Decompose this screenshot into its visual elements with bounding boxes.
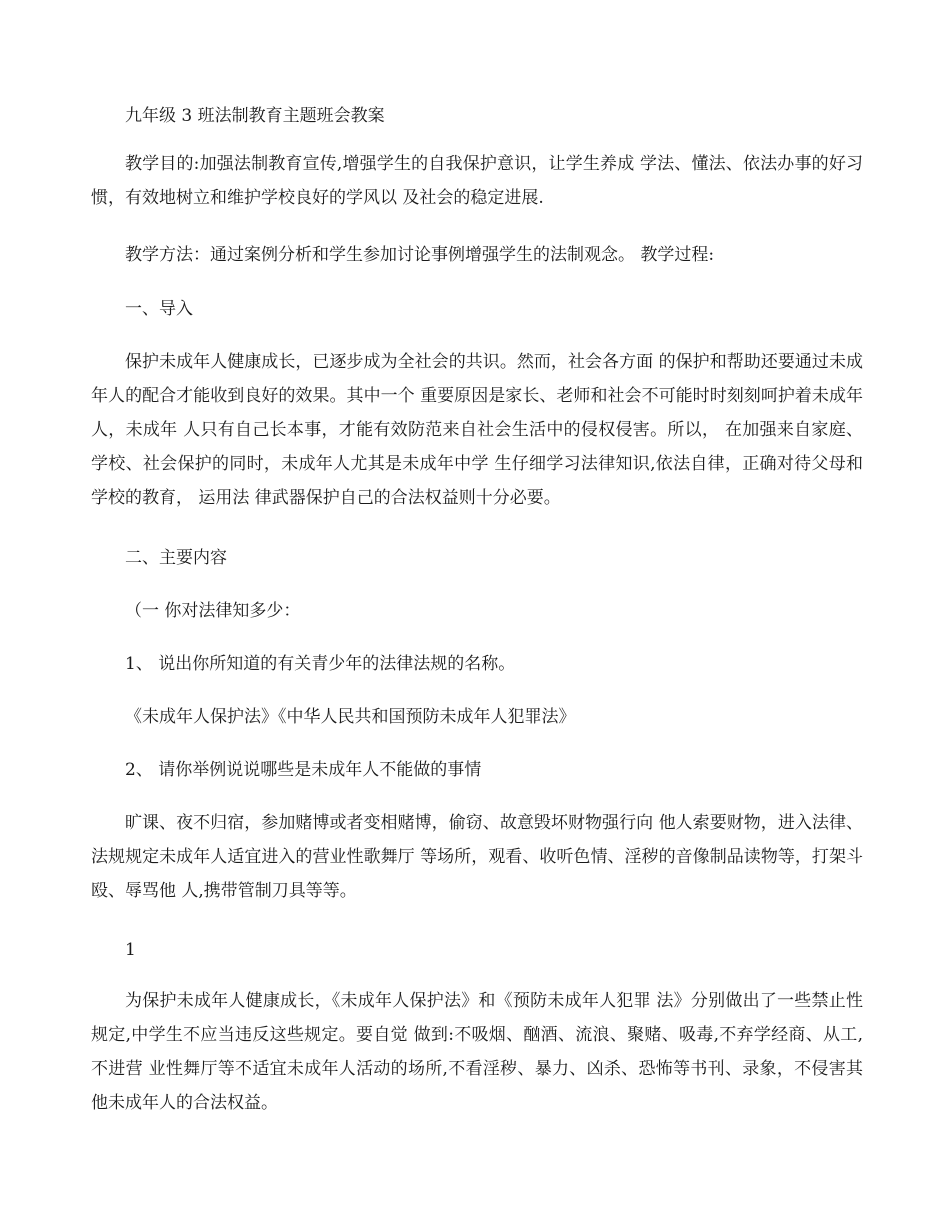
section2-heading: 二、主要内容 — [125, 548, 227, 568]
page-number: 1 — [125, 940, 136, 960]
answer-1: 《未成年人保护法》《中华人民共和国预防未成年人犯罪法》 — [125, 707, 576, 727]
section1-body: 保护未成年人健康成长，已逐步成为全社会的共识。然而，社会各方面 的保护和帮助还要通过未成年人的配合才能收到良好的效果。其中一个 重要原因是家长、老师和社会不可能时时刻刻呵护着未成年人，未成年 人只有自己长本事，才能有效防范来自社会生活中的侵权侵害。所以， 在加强来自家庭、学校、社会保护的同时，未成年人尤其是未成年中学 生仔细学习法律知识,依法自律，正确对待父母和学校的教育， 运用法 律武器保护自己的合法权益则十分必要。 — [91, 352, 863, 508]
question-1: 1、 说出你所知道的有关青少年的法律法规的名称。 — [125, 654, 516, 674]
subsection1-heading: （一 你对法律知多少： — [125, 601, 301, 621]
method-paragraph: 教学方法：通过案例分析和学生参加讨论事例增强学生的法制观念。 教学过程: — [125, 245, 715, 265]
purpose-paragraph: 教学目的:加强法制教育宣传,增强学生的自我保护意识，让学生养成 学法、懂法、依法办事的好习惯，有效地树立和维护学校良好的学风以 及社会的稳定进展. — [91, 154, 863, 208]
question-2: 2、 请你举例说说哪些是未成年人不能做的事情 — [125, 760, 482, 780]
answer-2: 旷课、夜不归宿，参加赌博或者变相赌博，偷窃、故意毁坏财物强行向 他人索要财物，进入法律、法规规定未成年人适宜进入的营业性歌舞厅 等场所，观看、收听色情、淫秽的音像制品读物等，打架斗殴、辱骂他 人,携带管制刀具等等。 — [91, 813, 863, 901]
closing-paragraph: 为保护未成年人健康成长，《未成年人保护法》和《预防未成年人犯罪 法》分别做出了一些禁止性规定,中学生不应当违反这些规定。要自觉 做到:不吸烟、酗酒、流浪、聚赌、吸毒,不弃学经商、从工,不进营 业性舞厅等不适宜未成年人活动的场所,不看淫秽、暴力、凶杀、恐怖等书刊、录象，不侵害其他未成年人的合法权益。 — [91, 991, 863, 1113]
section1-heading: 一、导入 — [125, 299, 193, 319]
document-title: 九年级 3 班法制教育主题班会教案 — [125, 106, 385, 126]
